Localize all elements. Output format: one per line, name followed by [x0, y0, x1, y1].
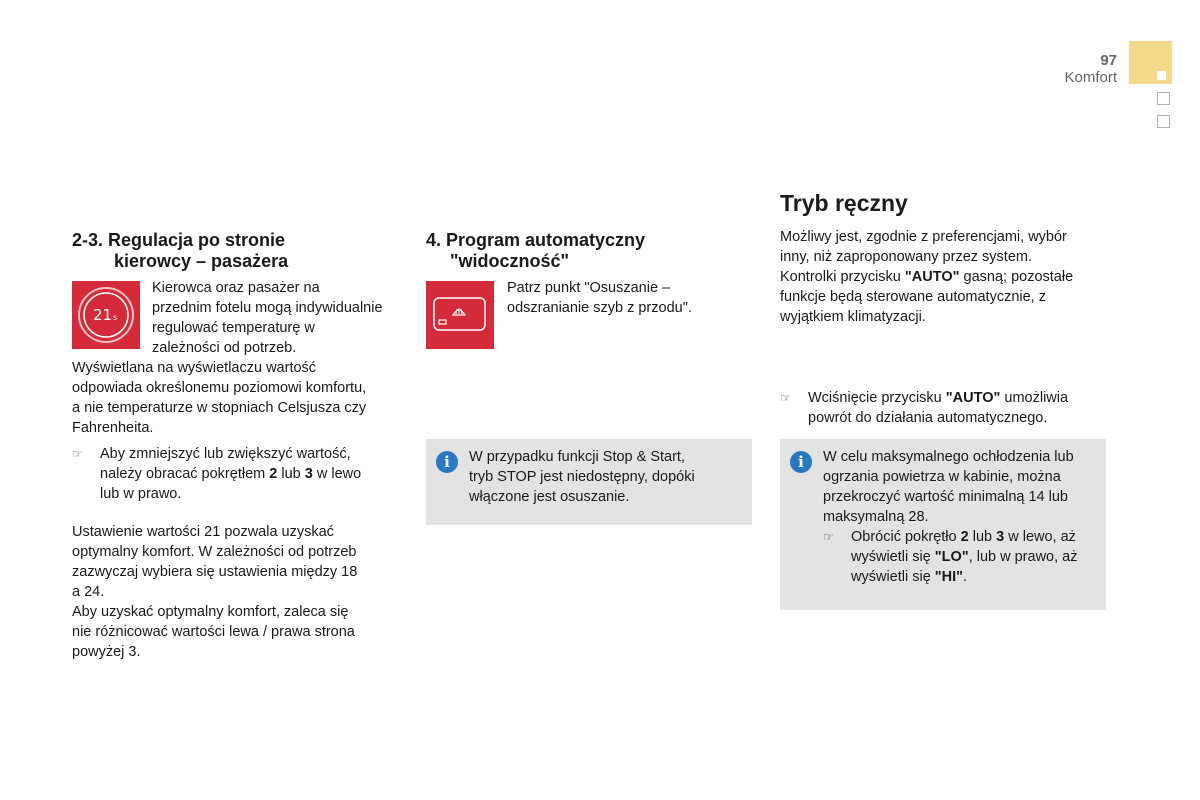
dial-icon	[72, 281, 140, 349]
note-text	[823, 447, 1098, 527]
intro-text	[152, 278, 402, 358]
text-line: Fahrenheita.	[72, 420, 154, 436]
page-number: 97	[1100, 52, 1117, 69]
info-note-stop-start	[426, 439, 752, 525]
info-icon: i	[436, 451, 458, 473]
section-name: Komfort	[1064, 69, 1117, 86]
text-line: funkcje będą sterowane automatycznie, z	[780, 289, 1046, 305]
text-line: regulować temperaturę w	[152, 320, 315, 336]
chapter-tab-active	[1129, 41, 1172, 84]
text-line: W celu maksymalnego ochłodzenia lub	[823, 449, 1074, 465]
text-line: Obrócić pokrętło 2 lub 3 w lewo, aż	[851, 529, 1076, 545]
info-note-limits	[780, 439, 1106, 610]
text-line: inny, niż zaproponowany przez system.	[780, 249, 1032, 265]
display-value: 21	[93, 306, 113, 324]
text-line: W przypadku funkcji Stop & Start,	[469, 449, 685, 465]
text-line: należy obracać pokrętłem 2 lub 3 w lewo	[100, 466, 362, 482]
text-line: Patrz punkt "Osuszanie –	[507, 280, 671, 296]
display-suffix: s	[113, 313, 118, 322]
text-line: a 24.	[72, 584, 105, 600]
text-line: Aby zmniejszyć lub zwiększyć wartość,	[100, 446, 351, 462]
title-line: kierowcy – pasażera	[114, 251, 289, 271]
info-icon: i	[790, 451, 812, 473]
text-line: włączone jest osuszanie.	[469, 489, 630, 505]
text-line: maksymalną 28.	[823, 509, 929, 525]
text-line: zazwyczaj wybiera się ustawienia między 18	[72, 564, 358, 580]
note-bullet	[823, 527, 1126, 587]
text-line: Możliwy jest, zgodnie z preferencjami, wybór	[780, 229, 1067, 245]
text-line: wyjątkiem klimatyzacji.	[780, 309, 926, 325]
text-line: odszranianie szyb z przodu".	[507, 300, 692, 316]
rear-defrost-icon	[426, 281, 494, 349]
temperature-display-icon	[72, 281, 140, 349]
text-line: zależności od potrzeb.	[152, 340, 297, 356]
section-title-manual: Tryb ręczny	[780, 190, 908, 216]
text-line: Ustawienie wartości 21 pozwala uzyskać	[72, 524, 334, 540]
bullet-auto	[780, 388, 1138, 428]
visibility-text	[507, 278, 747, 318]
text-line: wyświetli się "LO", lub w prawo, aż	[851, 549, 1078, 565]
comfort-paragraph	[72, 522, 402, 662]
text-line: Kierowca oraz pasażer na	[152, 280, 320, 296]
manual-text	[780, 227, 1110, 327]
text-line: odpowiada określonemu poziomowi komfortu,	[72, 380, 367, 396]
section-title-dual-zone	[72, 230, 288, 272]
text-line: wyświetli się "HI".	[851, 569, 968, 585]
title-line: 2-3. Regulacja po stronie	[72, 230, 286, 250]
chapter-tab	[1157, 115, 1170, 128]
chapter-tab	[1157, 92, 1170, 105]
text-line: Kontrolki przycisku "AUTO" gasną; pozostałe	[780, 269, 1074, 285]
text-line: przekroczyć wartość minimalną 14 lub	[823, 489, 1068, 505]
text-line: Wyświetlana na wyświetlaczu wartość	[72, 360, 317, 376]
display-explanation	[72, 358, 402, 438]
text-line: Aby uzyskać optymalny komfort, zaleca się	[72, 604, 349, 620]
tab-dot	[1157, 71, 1166, 80]
text-line: tryb STOP jest niedostępny, dopóki	[469, 469, 695, 485]
text-line: nie różnicować wartości lewa / prawa strona	[72, 624, 355, 640]
hand-pointer-icon: ☞	[823, 530, 834, 544]
text-line: powyżej 3.	[72, 644, 141, 660]
text-line: optymalny komfort. W zależności od potrzeb	[72, 544, 357, 560]
text-line: Wciśnięcie przycisku "AUTO" umożliwia	[808, 390, 1069, 406]
text-line: przednim fotelu mogą indywidualnie	[152, 300, 383, 316]
text-line: ogrzania powietrza w kabinie, można	[823, 469, 1061, 485]
section-title-visibility	[426, 230, 645, 272]
hand-pointer-icon: ☞	[780, 391, 791, 405]
text-line: lub w prawo.	[100, 486, 182, 502]
bullet-adjust	[72, 444, 430, 504]
defrost-button-icon	[426, 281, 494, 349]
text-line: a nie temperaturze w stopniach Celsjusza czy	[72, 400, 367, 416]
text-line: powrót do działania automatycznego.	[808, 410, 1048, 426]
hand-pointer-icon: ☞	[72, 447, 83, 461]
note-text	[469, 447, 744, 507]
title-line: "widoczność"	[450, 251, 570, 271]
title-line: 4. Program automatyczny	[426, 230, 646, 250]
